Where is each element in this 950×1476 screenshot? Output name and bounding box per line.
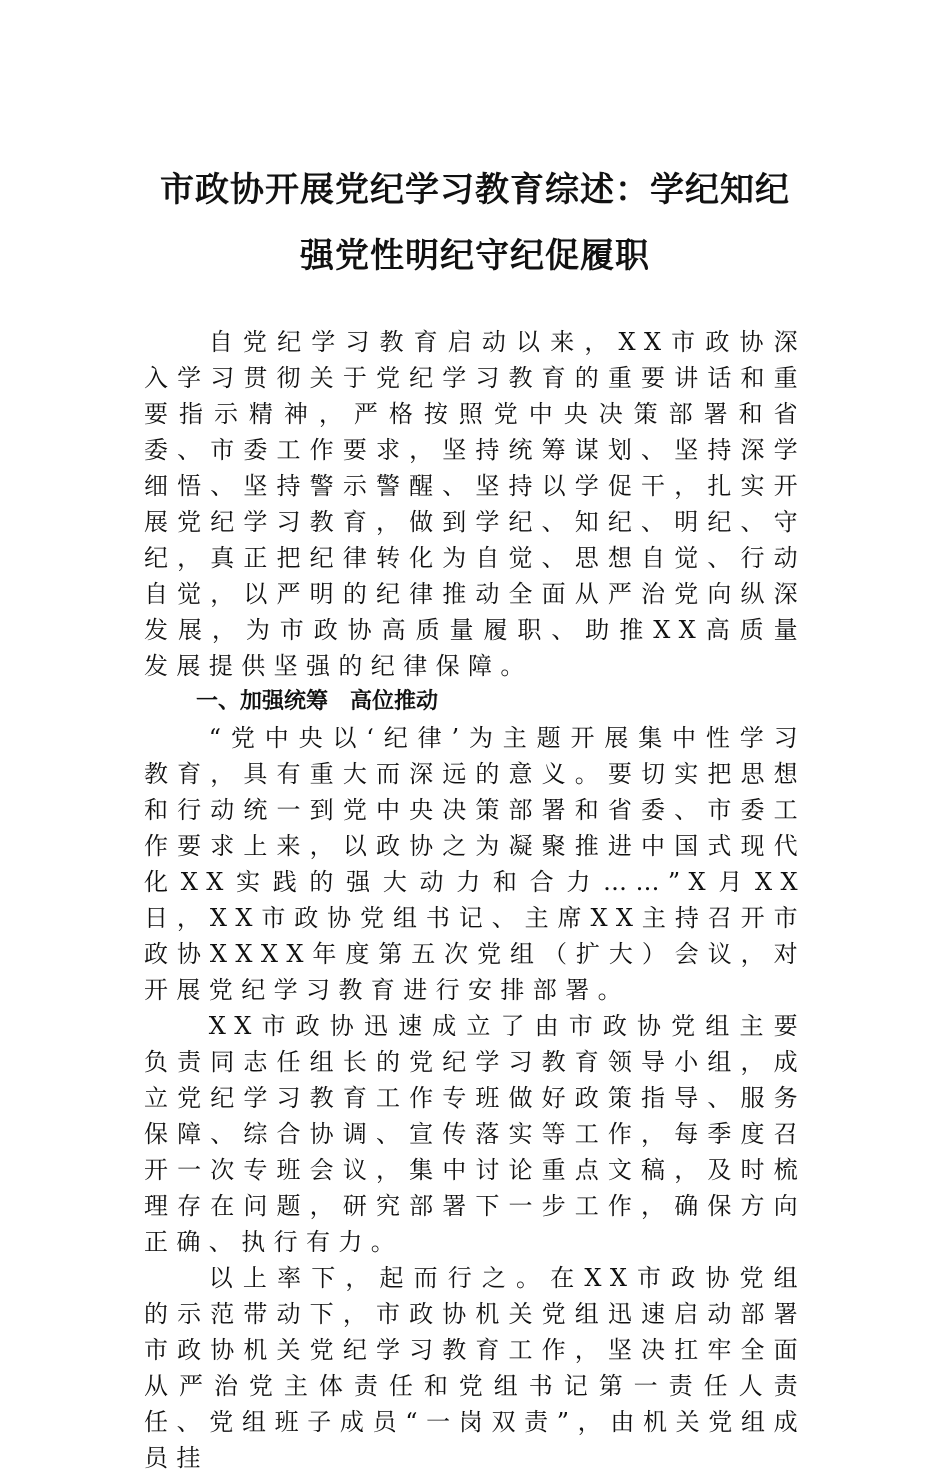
- document-title-line-1: 市政协开展党纪学习教育综述：学纪知纪: [160, 170, 790, 210]
- intro-paragraph: 自党纪学习教育启动以来，XX市政协深入学习贯彻关于党纪学习教育的重要讲话和重要指示精神，严格按照党中央决策部署和省委、市委工作要求，坚持统筹谋划、坚持深学细悟、坚持警示警醒、坚持以学促干，扎实开展党纪学习教育，做到学纪、知纪、明纪、守纪，真正把纪律转化为自觉、思想自觉、行动自觉，以严明的纪律推动全面从严治党向纵深发展，为市政协高质量履职、助推XX高质量发展提供坚强的纪律保障。: [144, 328, 806, 680]
- document-body: [144, 324, 806, 1476]
- document-title-line-2: 强党性明纪守纪促履职: [300, 236, 650, 276]
- body-paragraph: XX市政协迅速成立了由市政协党组主要负责同志任组长的党纪学习教育领导小组，成立党纪学习教育工作专班做好政策指导、服务保障、综合协调、宣传落实等工作，每季度召开一次专班会议，集中讨论重点文稿，及时梳理存在问题，研究部署下一步工作，确保方向正确、执行有力。: [144, 1012, 806, 1256]
- body-paragraph: “党中央以‘纪律’为主题开展集中性学习教育，具有重大而深远的意义。要切实把思想和行动统一到党中央决策部署和省委、市委工作要求上来，以政协之为凝聚推进中国式现代化XX实践的强大动力和合力……”X月XX日，XX市政协党组书记、主席XX主持召开市政协XXXX年度第五次党组（扩大）会议，对开展党纪学习教育进行安排部署。: [144, 724, 806, 1004]
- section-heading: 一、加强统筹 高位推动: [196, 689, 439, 714]
- body-paragraph: 以上率下，起而行之。在XX市政协党组的示范带动下，市政协机关党组迅速启动部署市政协机关党纪学习教育工作，坚决扛牢全面从严治党主体责任和党组书记第一责任人责任、党组班子成员“一岗双责”，由机关党组成员挂: [144, 1264, 806, 1472]
